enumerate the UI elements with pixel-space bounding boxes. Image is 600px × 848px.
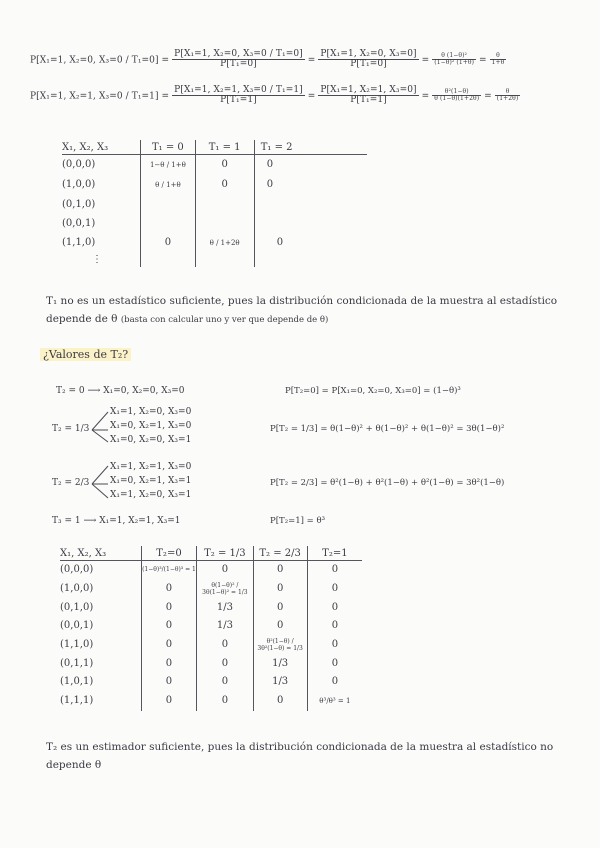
t2-value-23-branch: X₁=0, X₂=1, X₃=1 — [110, 476, 192, 486]
table-cell: 0 — [141, 617, 197, 635]
eq2-eqsign-3: = — [484, 91, 492, 102]
t2-prob-0-text: P[T₂=0] = P[X₁=0, X₂=0, X₃=0] = (1−θ)³ — [285, 386, 461, 396]
eq1-fraction-4 — [490, 53, 507, 67]
table-t1-header: X₁, X₂, X₃ — [62, 140, 141, 155]
conclusion-t1-text: T₁ no es un estadístico suficiente, pues la distribución condicionada de la muestra al estadístico depende de θ — [46, 295, 558, 325]
table-cell — [254, 195, 367, 215]
table-cell: 0 — [253, 561, 307, 579]
table-cell: (0,0,0) — [62, 159, 96, 171]
table-cell: 0 — [197, 561, 253, 579]
eq2-f3-den: θ (1−θ)(1+2θ) — [434, 95, 480, 103]
table-cell — [195, 195, 254, 215]
t2-value-1-outcome: T₃ = 1 ⟶ X₁=1, X₂=1, X₃=1 — [52, 516, 181, 526]
t2-value-13-label-text: T₂ = 1/3 — [52, 424, 90, 434]
conclusion-t2-text: T₂ es un estimador suficiente, pues la distribución condicionada de la muestra al estadístico no depende θ — [46, 741, 554, 771]
eq2-eqsign-2: = — [421, 91, 430, 102]
eq1-f4-num: θ — [490, 53, 507, 60]
table-t1-header: T₁ = 2 — [254, 140, 367, 155]
table-cell: 0 — [253, 617, 307, 635]
table-cell: 0 — [141, 655, 197, 673]
table-cell: (0,1,0) — [62, 199, 96, 210]
eq1-lhs: P[X₁=1, X₂=0, X₃=0 / T₁=0] = — [30, 55, 170, 66]
table-cell — [254, 215, 367, 233]
table-row — [60, 635, 362, 655]
table-t2-header: X₁, X₂, X₃ — [60, 546, 141, 561]
table-cell: 0 — [254, 155, 367, 175]
eq2-eqsign-1: = — [307, 91, 316, 102]
table-row — [62, 155, 367, 175]
table-t1-header: T₁ = 0 — [141, 140, 195, 155]
table-cell: (1,0,1) — [60, 676, 94, 687]
table-cell: 0 — [197, 673, 253, 691]
table-cell: 1−θ / 1+θ — [141, 155, 195, 175]
t2-value-23-branch: X₁=1, X₂=0, X₃=1 — [110, 490, 192, 500]
t2-value-0-outcome: T₂ = 0 ⟶ X₁=0, X₂=0, X₃=0 — [56, 386, 185, 396]
table-cell: 0 — [141, 579, 197, 599]
t2-prob-13 — [270, 424, 504, 434]
eq2-f4-den: (1+2θ) — [496, 95, 519, 103]
t2-value-13-branch: X₁=0, X₂=0, X₃=1 — [110, 435, 192, 445]
table-cell: 0 — [254, 175, 367, 195]
eq2-fraction-3 — [432, 89, 481, 103]
table-cell: 0 — [195, 175, 254, 195]
table-row — [62, 233, 367, 253]
table-row — [60, 673, 362, 691]
table-t1-header-row — [62, 140, 367, 155]
t2-prob-0 — [285, 386, 461, 396]
table-row — [60, 579, 362, 599]
eq1-f2-num: P[X₁=1, X₂=0, X₃=0] — [320, 49, 417, 59]
eq1-f3-num: θ (1−θ)² — [432, 53, 476, 60]
conclusion-t2 — [46, 738, 566, 774]
eq1-fraction-2 — [318, 50, 418, 70]
table-cell: θ²(1−θ) / 3θ²(1−θ) = 1/3 — [253, 635, 307, 655]
table-cell: θ³/θ³ = 1 — [307, 691, 362, 711]
eq1-fraction-3 — [432, 53, 476, 67]
table-cell: 0 — [253, 579, 307, 599]
eq1-f3-den: (1−θ)² (1+θ) — [434, 59, 475, 67]
table-cell: 0 — [141, 673, 197, 691]
table-t2-header: T₂=0 — [141, 546, 197, 561]
table-cell: 0 — [254, 233, 367, 253]
table-t2-header: T₂ = 2/3 — [253, 546, 307, 561]
table-cell: 0 — [253, 691, 307, 711]
eq1-f2-den: P[T₁=0] — [350, 59, 387, 70]
table-row — [60, 617, 362, 635]
eq1-eqsign-3: = — [479, 55, 487, 66]
table-row — [60, 561, 362, 579]
table-cell: (1,1,0) — [60, 639, 94, 650]
t2-value-13-branch: X₁=1, X₂=0, X₃=0 — [110, 407, 192, 417]
table-cell: 0 — [307, 673, 362, 691]
table-t1 — [62, 140, 367, 267]
table-row — [60, 599, 362, 617]
table-cell: ⋮ — [92, 254, 102, 265]
table-cell: θ(1−θ)² / 3θ(1−θ)² = 1/3 — [197, 579, 253, 599]
table-cell: 1/3 — [197, 617, 253, 635]
table-cell — [141, 253, 195, 267]
t2-prob-13-text: P[T₂ = 1/3] = θ(1−θ)² + θ(1−θ)² + θ(1−θ)² = 3θ(1−θ)² — [270, 424, 505, 434]
table-cell: (1−θ)³/(1−θ)³ = 1 — [141, 561, 197, 579]
table-cell: θ / 1+2θ — [195, 233, 254, 253]
table-cell: 1/3 — [197, 599, 253, 617]
table-row — [60, 655, 362, 673]
table-cell: 0 — [307, 635, 362, 655]
eq1-eqsign-2: = — [421, 55, 430, 66]
conclusion-t1 — [46, 292, 576, 329]
t2-value-1 — [52, 516, 181, 526]
eq2-lhs: P[X₁=1, X₂=1, X₃=0 / T₁=1] = — [30, 91, 170, 102]
table-t2 — [60, 546, 362, 711]
eq2-fraction-4 — [495, 89, 521, 103]
branch-arrows-23 — [90, 460, 112, 500]
table-cell — [141, 215, 195, 233]
table-cell: (0,0,1) — [60, 620, 94, 631]
branch-arrow-line — [92, 412, 108, 430]
table-cell — [195, 253, 254, 267]
eq2-f4-num: θ — [495, 89, 521, 96]
t2-value-13-branches — [110, 405, 191, 447]
branch-arrows-13 — [90, 404, 112, 444]
table-cell: 0 — [197, 691, 253, 711]
table-cell: 0 — [253, 599, 307, 617]
table-cell: (0,1,0) — [60, 602, 94, 613]
table-row — [60, 691, 362, 711]
table-cell: 0 — [307, 579, 362, 599]
t2-prob-1-text: P[T₂=1] = θ³ — [270, 516, 326, 526]
t2-value-23-branches — [110, 460, 191, 502]
branch-arrow-line — [92, 484, 108, 498]
table-cell: 0 — [307, 655, 362, 673]
t2-value-13-branch: X₁=0, X₂=1, X₃=0 — [110, 421, 192, 431]
t2-value-23-label-text: T₂ = 2/3 — [52, 478, 90, 488]
eq2-f3-num: θ²(1−θ) — [432, 89, 481, 96]
t2-value-23-label — [52, 478, 89, 488]
table-cell: 0 — [197, 635, 253, 655]
eq2-f1-den: P[T₁=1] — [220, 95, 257, 106]
table-cell: 0 — [141, 233, 195, 253]
t2-value-13-label — [52, 424, 89, 434]
eq1-f4-den: 1+θ — [491, 59, 505, 67]
table-cell: 0 — [307, 617, 362, 635]
table-cell: 0 — [141, 635, 197, 655]
t2-prob-23-text: P[T₂ = 2/3] = θ²(1−θ) + θ²(1−θ) + θ²(1−θ) = 3θ²(1−θ) — [270, 478, 505, 488]
t2-prob-1 — [270, 516, 325, 526]
question-t2-text: ¿Valores de T₂? — [40, 348, 131, 361]
table-t2-header-row — [60, 546, 362, 561]
eq2-fraction-1 — [172, 86, 305, 106]
table-row — [62, 195, 367, 215]
table-cell: 1/3 — [253, 655, 307, 673]
table-cell: (1,1,1) — [60, 695, 94, 706]
eq1-f1-den: P[T₁=0] — [220, 59, 257, 70]
eq1-f1-num: P[X₁=1, X₂=0, X₃=0 / T₁=0] — [174, 49, 303, 59]
table-t1-header: T₁ = 1 — [195, 140, 254, 155]
eq1-eqsign-1: = — [307, 55, 316, 66]
table-cell: 0 — [141, 599, 197, 617]
table-row — [62, 215, 367, 233]
table-cell — [195, 215, 254, 233]
table-cell: 0 — [307, 599, 362, 617]
table-cell — [254, 253, 367, 267]
table-row — [62, 175, 367, 195]
branch-arrow-line — [92, 430, 108, 442]
table-cell: 0 — [141, 691, 197, 711]
table-cell: (0,0,1) — [62, 218, 96, 229]
table-t2-header: T₂=1 — [307, 546, 362, 561]
equation-1 — [30, 50, 506, 70]
table-cell: 0 — [197, 655, 253, 673]
eq2-fraction-2 — [318, 86, 418, 106]
eq2-f1-num: P[X₁=1, X₂=1, X₃=0 / T₁=1] — [174, 85, 303, 95]
eq1-fraction-1 — [172, 50, 305, 70]
table-cell: θ / 1+θ — [141, 175, 195, 195]
table-row — [62, 253, 367, 267]
t2-value-23-branch: X₁=1, X₂=1, X₃=0 — [110, 462, 192, 472]
eq2-f2-num: P[X₁=1, X₂=1, X₃=0] — [320, 85, 417, 95]
branch-arrow-line — [92, 466, 108, 484]
t2-prob-23 — [270, 478, 504, 488]
table-cell: 0 — [307, 561, 362, 579]
table-cell: (0,0,0) — [60, 564, 94, 576]
table-cell: 0 — [195, 155, 254, 175]
table-cell — [141, 195, 195, 215]
table-cell: (1,1,0) — [62, 237, 96, 248]
table-cell: (1,0,0) — [62, 179, 96, 190]
equation-2 — [30, 86, 520, 106]
t2-value-0 — [56, 386, 185, 396]
table-cell: (0,1,1) — [60, 658, 94, 669]
question-t2 — [40, 348, 131, 361]
table-cell: (1,0,0) — [60, 583, 94, 594]
eq2-f2-den: P[T₁=1] — [350, 95, 387, 106]
conclusion-t1-note: (basta con calcular uno y ver que depende de θ) — [120, 315, 329, 325]
table-t2-header: T₂ = 1/3 — [197, 546, 253, 561]
table-cell: 1/3 — [253, 673, 307, 691]
